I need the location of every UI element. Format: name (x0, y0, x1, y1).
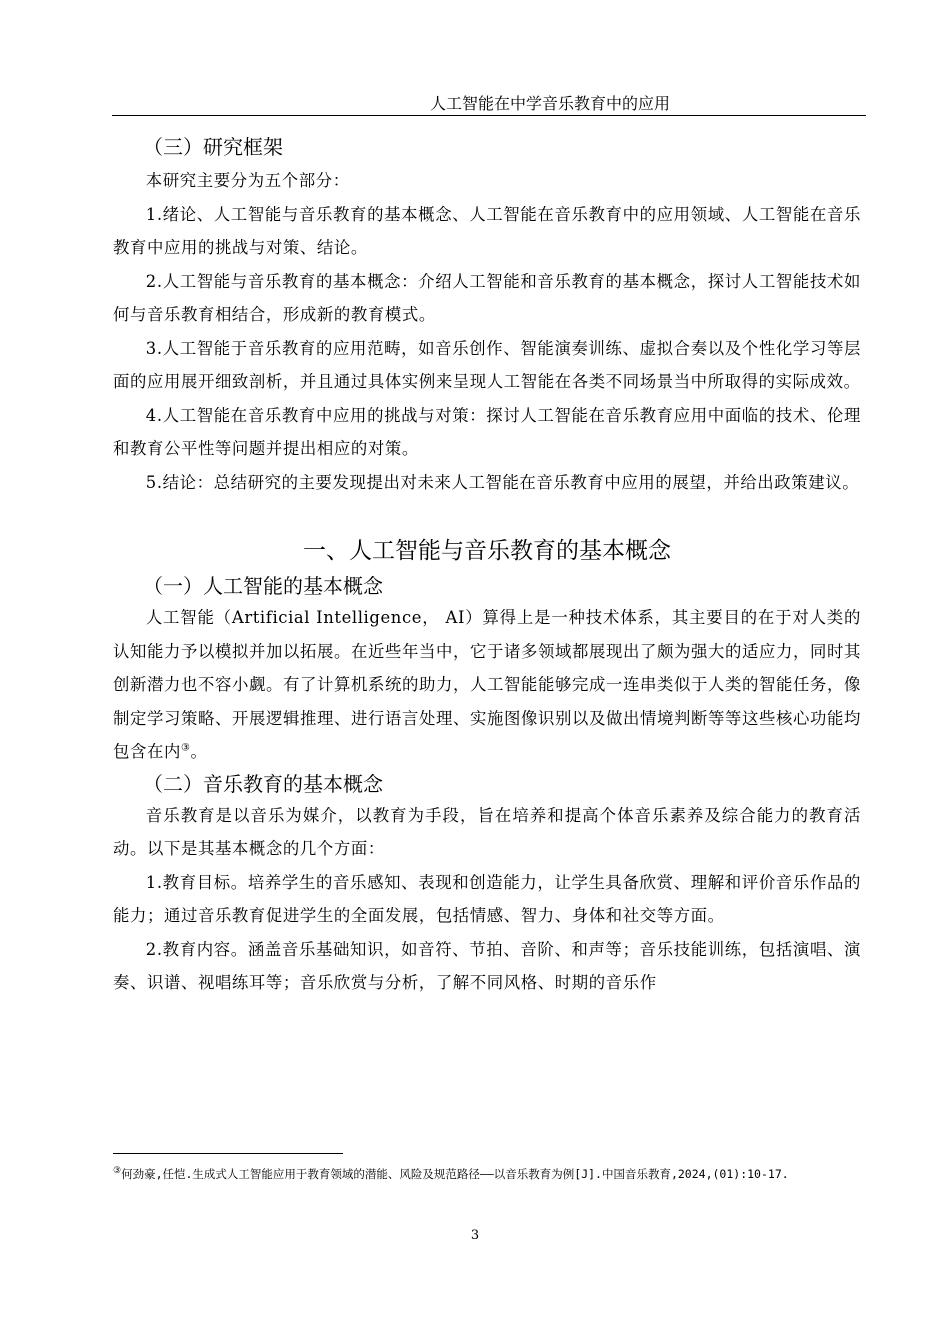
paragraph: 3.人工智能于音乐教育的应用范畴，如音乐创作、智能演奏训练、虚拟合奏以及个性化学习等层面的应用展开细致剖析，并且通过具体实例来呈现人工智能在各类不同场景当中所取得的实际成效。 (113, 338, 861, 391)
section-heading-music-education: （二）音乐教育的基本概念 (143, 771, 383, 796)
paragraph: 4.人工智能在音乐教育中应用的挑战与对策：探讨人工智能在音乐教育应用中面临的技术、伦理和教育公平性等问题并提出相应的对策。 (113, 405, 861, 458)
header-rule (112, 115, 866, 116)
running-header: 人工智能在中学音乐教育中的应用 (429, 94, 670, 113)
footnote-mark: ③ (113, 1166, 122, 1177)
chapter-title: 一、人工智能与音乐教育的基本概念 (303, 538, 671, 564)
paragraph: 2.教育内容。涵盖音乐基础知识，如音符、节拍、音阶、和声等；音乐技能训练，包括演唱、演奏、识谱、视唱练耳等；音乐欣赏与分析，了解不同风格、时期的音乐作 (113, 939, 861, 992)
footnote-reference: ③ (180, 742, 191, 754)
paragraph: 1.绪论、人工智能与音乐教育的基本概念、人工智能在音乐教育中的应用领域、人工智能在音乐教育中应用的挑战与对策、结论。 (113, 204, 861, 257)
paragraph-text: 人工智能（Artificial Intelligence， AI）算得上是一种技术体系，其主要目的在于对人类的认知能力予以模拟并加以拓展。在近些年当中，它于诸多领域都展现出了颇为强大的适应力，同时其创新潜力也不容小觑。有了计算机系统的助力，人工智能能够完成一连串类似于人类的智能任务，像制定学习策略、开展逻辑推理、进行语言处理、实施图像识别以及做出情境判断等等这些核心功能均包含在内 (113, 608, 861, 761)
page-number: 3 (470, 1228, 480, 1243)
footnote-separator (113, 1153, 343, 1154)
section-heading-ai-concept: （一）人工智能的基本概念 (143, 574, 383, 598)
footnote (113, 1161, 863, 1188)
footnote-text: 何劲豪,任恺.生成式人工智能应用于教育领域的潜能、风险及规范路径——以音乐教育为例[J].中国音乐教育,2024,(01):10-17. (121, 1167, 789, 1181)
paragraph: 5.结论：总结研究的主要发现提出对未来人工智能在音乐教育中应用的展望，并给出政策建议。 (145, 472, 860, 492)
paragraph: 本研究主要分为五个部分： (145, 171, 350, 190)
paragraph: 2.人工智能与音乐教育的基本概念：介绍人工智能和音乐教育的基本概念，探讨人工智能技术如何与音乐教育相结合，形成新的教育模式。 (113, 271, 861, 324)
paragraph-ai-concept (113, 601, 861, 769)
page-body (113, 132, 861, 1000)
section-heading-framework: （三）研究框架 (143, 135, 283, 159)
paragraph: 音乐教育是以音乐为媒介，以教育为手段，旨在培养和提高个体音乐素养及综合能力的教育活动。以下是其基本概念的几个方面： (113, 805, 861, 858)
paragraph: 1.教育目标。培养学生的音乐感知、表现和创造能力，让学生具备欣赏、理解和评价音乐作品的能力；通过音乐教育促进学生的全面发展，包括情感、智力、身体和社交等方面。 (113, 872, 861, 925)
paragraph-end: 。 (190, 742, 208, 761)
